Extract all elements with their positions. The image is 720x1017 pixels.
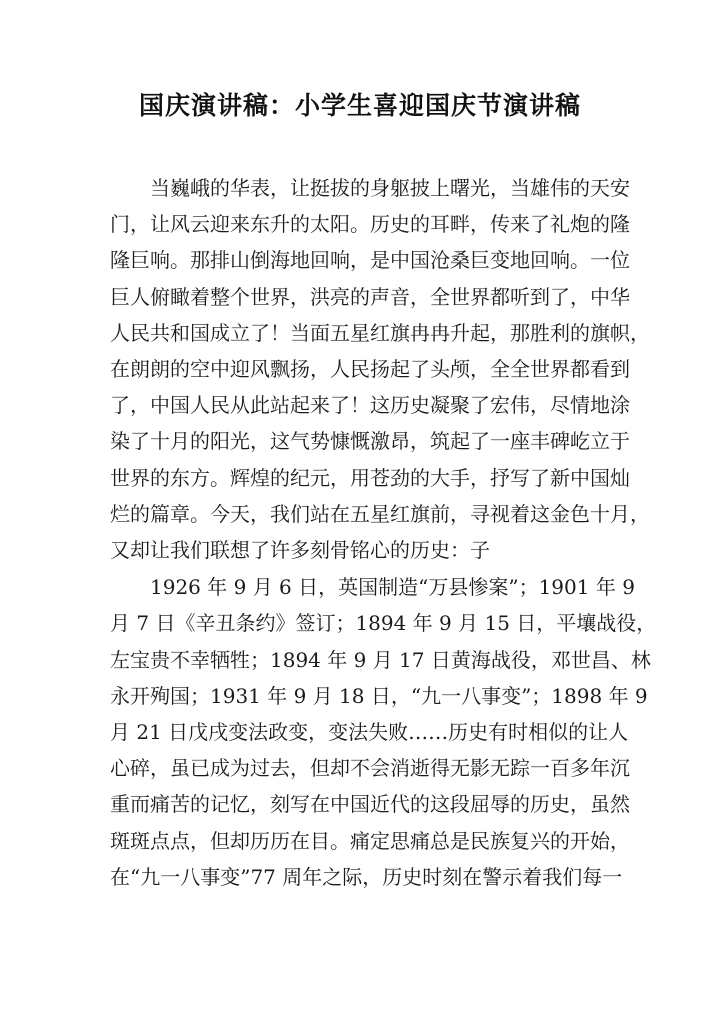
- text-line: 隆巨响。那排山倒海地回响，是中国沧桑巨变地回响。一位: [110, 248, 630, 273]
- paragraph-2: [110, 569, 657, 895]
- text-line: 当巍峨的华表，让挺拔的身躯披上曙光，当雄伟的天安: [150, 176, 630, 200]
- text-line: 左宝贵不幸牺牲；1894 年 9 月 17 日黄海战役，邓世昌、林: [110, 647, 651, 672]
- text-line: 月 7 日《辛丑条约》签订；1894 年 9 月 15 日，平壤战役，: [110, 611, 657, 636]
- text-line: 烂的篇章。今天，我们站在五星红旗前，寻视着这金色十月，: [110, 501, 650, 526]
- document-body: [110, 170, 657, 896]
- paragraph-1: [110, 170, 650, 568]
- text-line: 了，中国人民从此站起来了！这历史凝聚了宏伟，尽情地涂: [110, 393, 630, 418]
- text-line: 世界的东方。辉煌的纪元，用苍劲的大手，抒写了新中国灿: [110, 465, 630, 490]
- text-line: 巨人俯瞰着整个世界，洪亮的声音，全世界都听到了，中华: [110, 284, 630, 309]
- text-line: 斑斑点点，但却历历在目。痛定思痛总是民族复兴的开始，: [110, 828, 630, 853]
- text-line: 在“九一八事变”77 周年之际，历史时刻在警示着我们每一: [110, 864, 623, 889]
- text-line: 染了十月的阳光，这气势慷慨激昂，筑起了一座丰碑屹立于: [110, 429, 630, 454]
- text-line: 人民共和国成立了！当面五星红旗冉冉升起，那胜利的旗帜，: [110, 320, 650, 345]
- text-line: 月 21 日戊戌变法政变，变法失败……历史有时相似的让人: [110, 720, 629, 745]
- text-line: 门，让风云迎来东升的太阳。历史的耳畔，传来了礼炮的隆: [110, 212, 630, 237]
- text-line: 重而痛苦的记忆，刻写在中国近代的这段屈辱的历史，虽然: [110, 792, 630, 817]
- text-line: 心碎，虽已成为过去，但却不会消逝得无影无踪一百多年沉: [110, 756, 630, 781]
- text-line: 永开殉国；1931 年 9 月 18 日，“九一八事变”；1898 年 9: [110, 683, 648, 708]
- text-line: 1926 年 9 月 6 日，英国制造“万县惨案”；1901 年 9: [150, 575, 635, 600]
- text-line: 在朗朗的空中迎风飘扬，人民扬起了头颅，全全世界都看到: [110, 357, 630, 382]
- text-line: 又却让我们联想了许多刻骨铭心的历史：子: [110, 538, 490, 563]
- document-title: 国庆演讲稿：小学生喜迎国庆节演讲稿: [138, 91, 581, 120]
